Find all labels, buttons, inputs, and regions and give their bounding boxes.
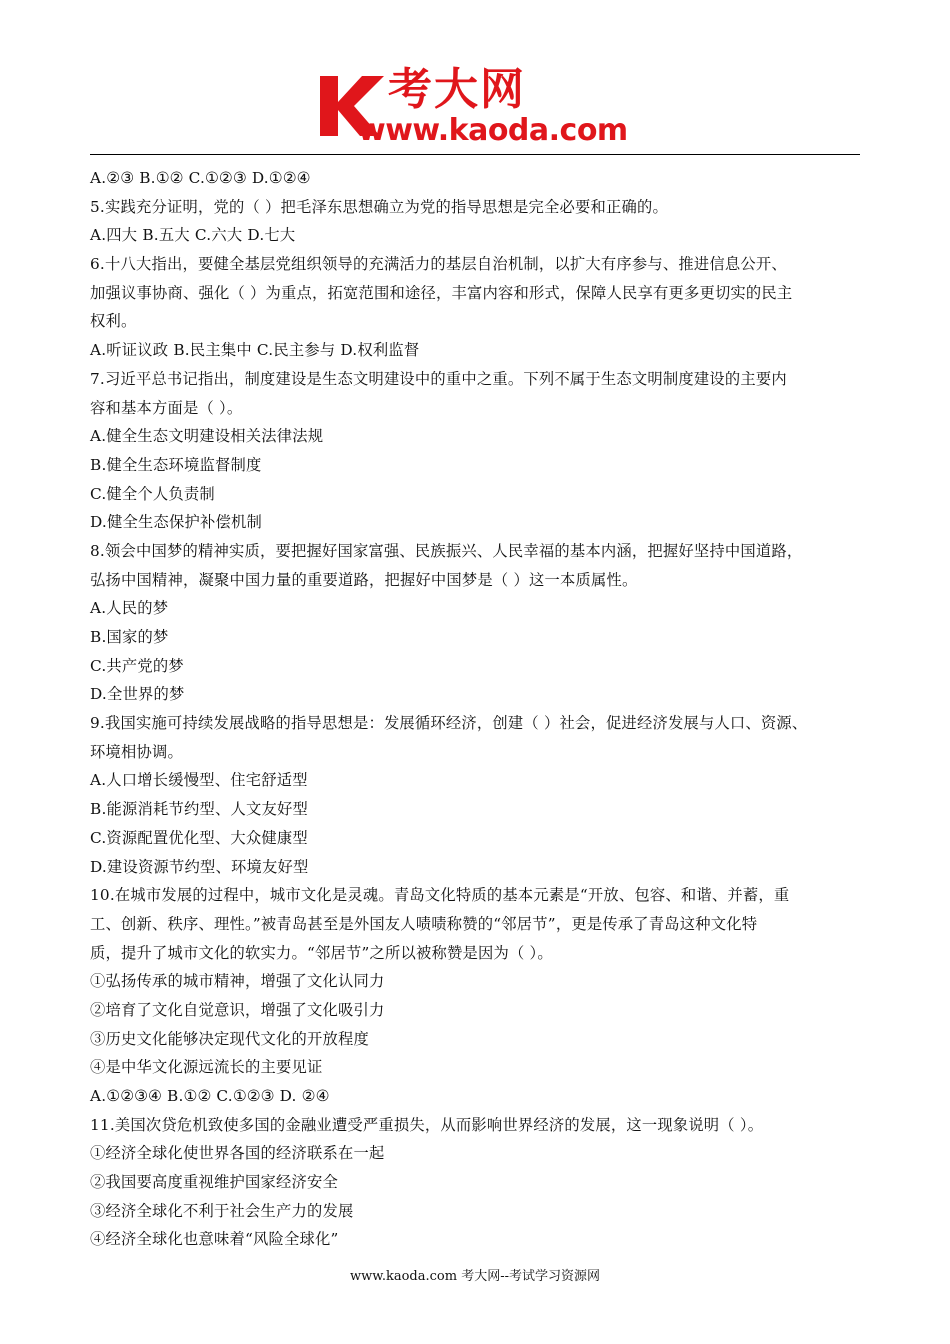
text-line: ②培育了文化自觉意识，增强了文化吸引力 bbox=[90, 1000, 385, 1019]
brand-url: www.kaoda.com bbox=[358, 113, 628, 148]
text-line: D.全世界的梦 bbox=[90, 685, 185, 704]
document-body bbox=[90, 164, 865, 1254]
text-line: 加强议事协商、强化（ ）为重点，拓宽范围和途径，丰富内容和形式，保障人民享有更多更切实的民主 bbox=[90, 283, 793, 302]
text-line: A.健全生态文明建设相关法律法规 bbox=[90, 427, 324, 446]
text-line: C.资源配置优化型、大众健康型 bbox=[90, 828, 308, 847]
text-line: ①弘扬传承的城市精神，增强了文化认同力 bbox=[90, 972, 385, 991]
text-line: D.建设资源节约型、环境友好型 bbox=[90, 857, 309, 876]
text-line: 权利。 bbox=[90, 312, 137, 331]
text-line: B.国家的梦 bbox=[90, 628, 169, 646]
text-line: C.健全个人负责制 bbox=[90, 484, 215, 503]
text-line: A.人民的梦 bbox=[90, 599, 169, 618]
text-line: A.听证议政 B.民主集中 C.民主参与 D.权利监督 bbox=[90, 341, 420, 360]
text-line: 工、创新、秩序、理性。”被青岛甚至是外国友人啧啧称赞的“邻居节”，更是传承了青岛这种文化特 bbox=[90, 914, 758, 933]
page-footer: www.kaoda.com 考大网--考试学习资源网 bbox=[350, 1269, 600, 1284]
text-line: 质，提升了城市文化的软实力。“邻居节”之所以被称赞是因为（ ）。 bbox=[90, 943, 553, 962]
text-line: A.①②③④ B.①② C.①②③ D. ②④ bbox=[90, 1087, 330, 1105]
header-divider bbox=[90, 154, 860, 155]
text-line: 容和基本方面是（ ）。 bbox=[90, 398, 243, 417]
brand-name: 考大网 bbox=[388, 64, 526, 115]
text-line: D.健全生态保护补偿机制 bbox=[90, 513, 262, 532]
text-line: 11.美国次贷危机致使多国的金融业遭受严重损失，从而影响世界经济的发展，这一现象说明（ ）。 bbox=[90, 1115, 764, 1134]
text-line: ③经济全球化不利于社会生产力的发展 bbox=[90, 1201, 354, 1220]
text-line: 弘扬中国精神，凝聚中国力量的重要道路，把握好中国梦是（ ）这一本质属性。 bbox=[90, 570, 638, 589]
text-line: A.人口增长缓慢型、住宅舒适型 bbox=[90, 771, 308, 790]
text-line: 环境相协调。 bbox=[90, 742, 183, 761]
text-line: 8.领会中国梦的精神实质，要把握好国家富强、民族振兴、人民幸福的基本内涵，把握好坚持中国道路， bbox=[90, 541, 803, 560]
text-line: ④是中华文化源远流长的主要见证 bbox=[90, 1058, 323, 1077]
text-line: A.②③ B.①② C.①②③ D.①②④ bbox=[90, 169, 311, 187]
page-header bbox=[0, 0, 950, 160]
text-line: 10.在城市发展的过程中，城市文化是灵魂。青岛文化特质的基本元素是“开放、包容、和谐、并蓄，重 bbox=[90, 886, 790, 905]
text-line: ①经济全球化使世界各国的经济联系在一起 bbox=[90, 1144, 385, 1163]
text-line: B.能源消耗节约型、人文友好型 bbox=[90, 800, 308, 819]
text-line: B.健全生态环境监督制度 bbox=[90, 455, 262, 474]
text-line: ④经济全球化也意味着“风险全球化” bbox=[90, 1230, 339, 1249]
text-line: C.共产党的梦 bbox=[90, 656, 184, 675]
text-line: A.四大 B.五大 C.六大 D.七大 bbox=[90, 226, 296, 245]
text-line: ②我国要高度重视维护国家经济安全 bbox=[90, 1173, 338, 1192]
text-line: ③历史文化能够决定现代文化的开放程度 bbox=[90, 1029, 369, 1048]
text-line: 6.十八大指出，要健全基层党组织领导的充满活力的基层自治机制，以扩大有序参与、推进信息公开、 bbox=[90, 255, 787, 274]
text-line: 7.习近平总书记指出，制度建设是生态文明建设中的重中之重。下列不属于生态文明制度建设的主要内 bbox=[90, 369, 787, 388]
text-line: 9.我国实施可持续发展战略的指导思想是：发展循环经济，创建（ ）社会，促进经济发展与人口、资源、 bbox=[90, 714, 808, 733]
text-line: 5.实践充分证明，党的（ ）把毛泽东思想确立为党的指导思想是完全必要和正确的。 bbox=[90, 197, 668, 216]
